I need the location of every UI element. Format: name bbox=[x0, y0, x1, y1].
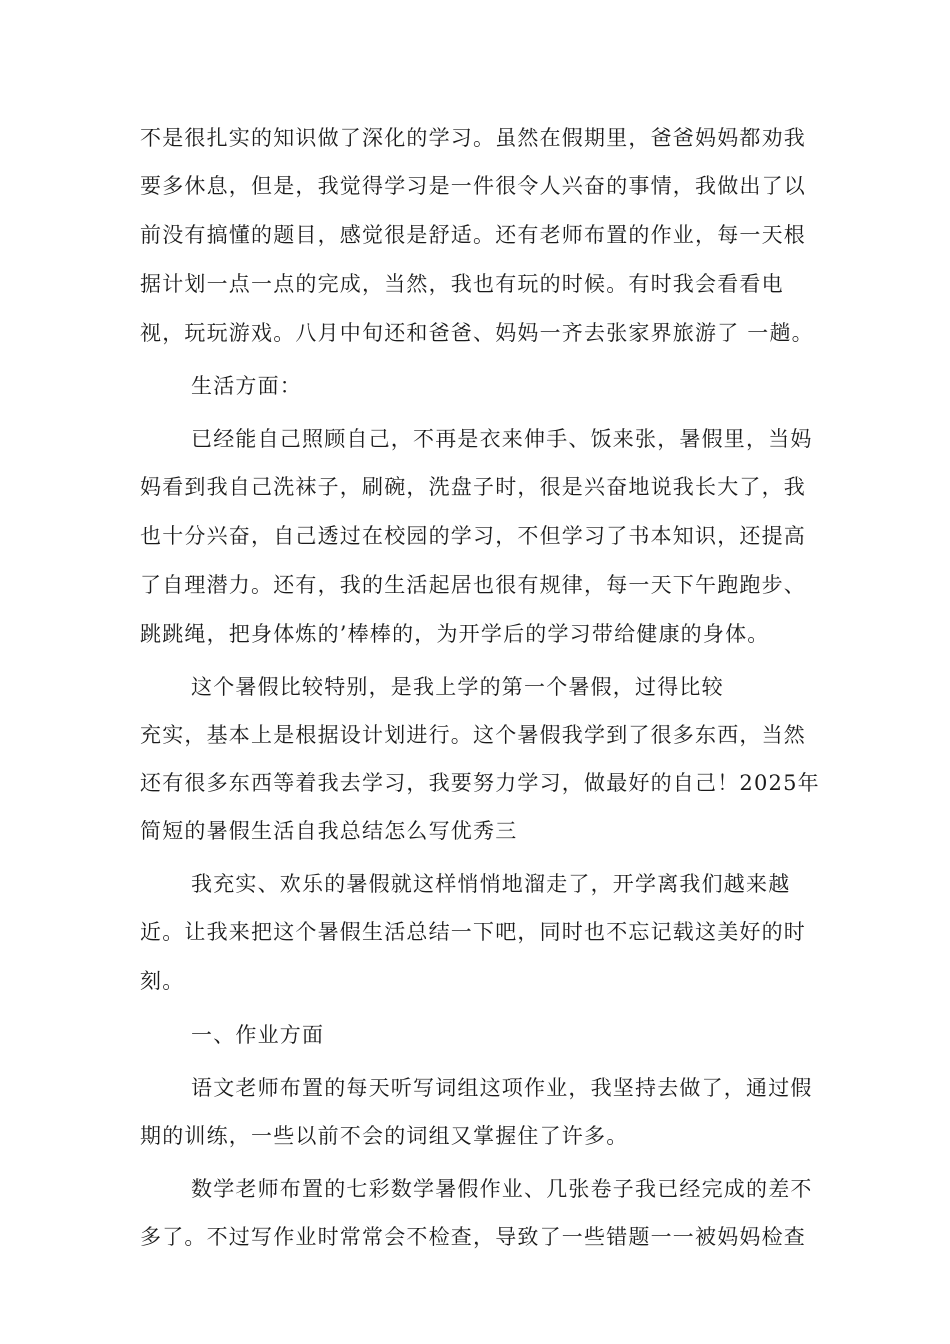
subtitle-line: 简短的暑假生活自我总结怎么写优秀三 bbox=[140, 819, 518, 843]
text-line: 视，玩玩游戏。八月中旬还和爸爸、妈妈一齐去张家界旅游了 一趟。 bbox=[140, 321, 814, 345]
text-line: 近。让我来把这个暑假生活总结一下吧，同时也不忘记载这美好的时 bbox=[140, 920, 806, 944]
text-line: 了自理潜力。还有，我的生活起居也很有规律，每一天下午跑跑步、 bbox=[140, 573, 806, 597]
text-line: 已经能自己照顾自己，不再是衣来伸手、饭来张，暑假里，当妈 bbox=[191, 427, 813, 451]
text-line: 还有很多东西等着我去学习，我要努力学习，做最好的自己！2025年 bbox=[140, 771, 820, 795]
section-heading: 一、作业方面 bbox=[191, 1023, 325, 1047]
text-line: 充实，基本上是根据设计划进行。这个暑假我学到了很多东西，当然 bbox=[140, 723, 806, 747]
text-line: 据计划一点一点的完成，当然，我也有玩的时候。有时我会看看电 bbox=[140, 272, 784, 296]
section-heading: 生活方面： bbox=[191, 374, 302, 398]
text-line: 妈看到我自己洗袜子，刷碗，洗盘子时，很是兴奋地说我长大了，我 bbox=[140, 475, 806, 499]
text-line: 期的训练，一些以前不会的词组又掌握住了许多。 bbox=[140, 1124, 629, 1148]
text-line: 多了。不过写作业时常常会不检查，导致了一些错题一一被妈妈检查 bbox=[140, 1225, 806, 1249]
text-line: 要多休息，但是，我觉得学习是一件很令人兴奋的事情，我做出了以 bbox=[140, 174, 806, 198]
text-line: 我充实、欢乐的暑假就这样悄悄地溜走了，开学离我们越来越 bbox=[191, 872, 791, 896]
text-line: 语文老师布置的每天听写词组这项作业，我坚持去做了，通过假 bbox=[191, 1076, 813, 1100]
text-line: 前没有搞懂的题目，感觉很是舒适。还有老师布置的作业，每一天根 bbox=[140, 223, 806, 247]
text-line: 也十分兴奋，自己透过在校园的学习，不但学习了书本知识，还提高 bbox=[140, 524, 806, 548]
text-line: 跳跳绳，把身体炼的’棒棒的，为开学后的学习带给健康的身体。 bbox=[140, 622, 770, 646]
text-line: 这个暑假比较特别，是我上学的第一个暑假，过得比较 bbox=[191, 675, 724, 699]
text-line: 刻。 bbox=[140, 969, 185, 993]
text-line: 不是很扎实的知识做了深化的学习。虽然在假期里，爸爸妈妈都劝我 bbox=[140, 126, 806, 150]
text-line: 数学老师布置的七彩数学暑假作业、几张卷子我已经完成的差不 bbox=[191, 1177, 813, 1201]
